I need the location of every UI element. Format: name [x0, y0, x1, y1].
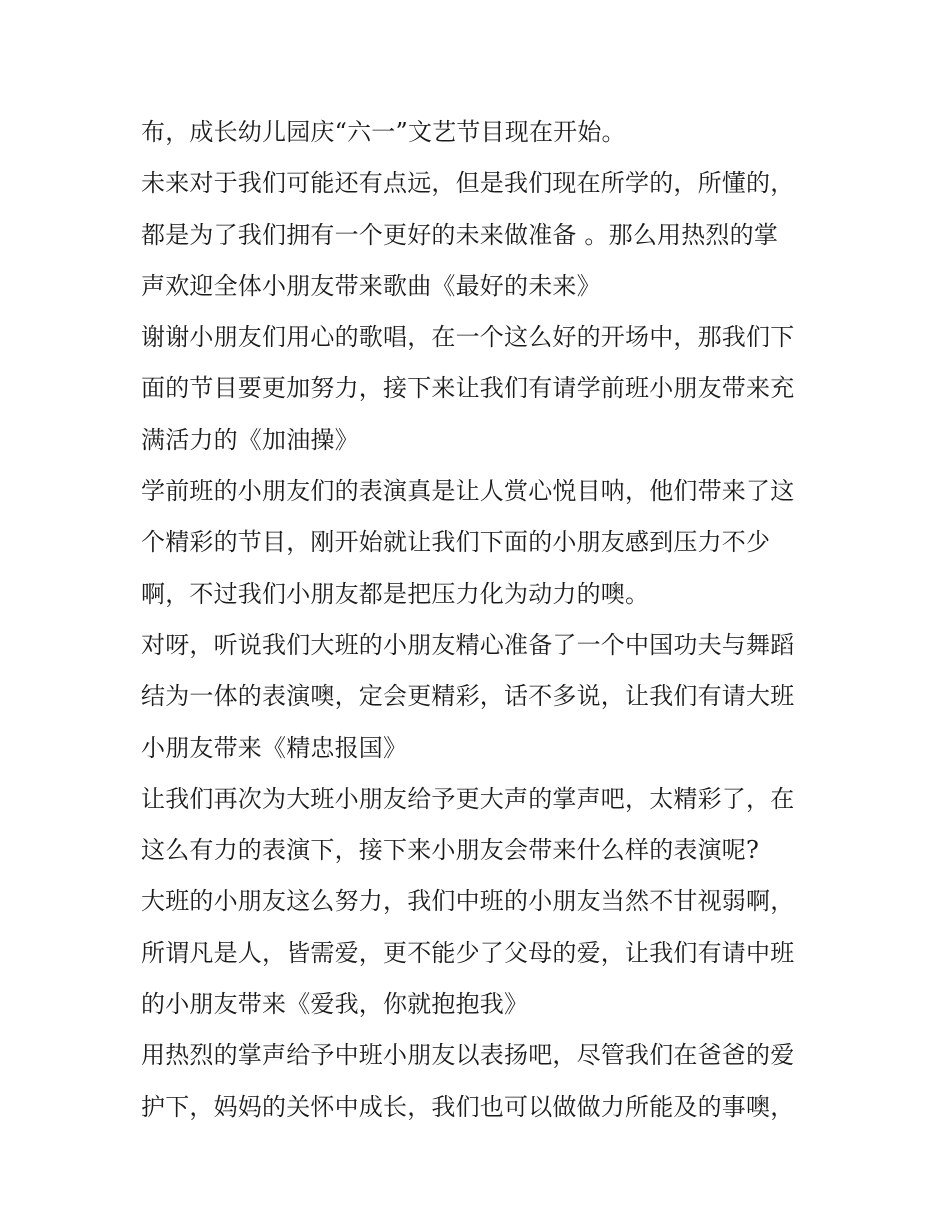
text-line: 谢谢小朋友们用心的歌唱，在一个这么好的开场中，那我们下	[141, 323, 795, 352]
text-line: 面的节目要更加努力，接下来让我们有请学前班小朋友带来充	[141, 374, 795, 403]
text-line: 声欢迎全体小朋友带来歌曲《最好的未来》	[141, 271, 601, 300]
text-line: 的小朋友带来《爱我，你就抱抱我》	[141, 990, 529, 1019]
text-line: 小朋友带来《精忠报国》	[141, 733, 408, 762]
text-line: 用热烈的掌声给予中班小朋友以表扬吧，尽管我们在爸爸的爱	[141, 1041, 795, 1070]
text-line: 个精彩的节目，刚开始就让我们下面的小朋友感到压力不少	[141, 528, 771, 557]
text-line: 满活力的《加油操》	[141, 425, 359, 454]
text-line: 未来对于我们可能还有点远，但是我们现在所学的，所懂的，	[141, 169, 795, 198]
text-line: 结为一体的表演噢，定会更精彩，话不多说，让我们有请大班	[141, 682, 795, 711]
text-line: 护下，妈妈的关怀中成长，我们也可以做做力所能及的事噢，	[141, 1092, 795, 1121]
text-line: 布，成长幼儿园庆“六一”文艺节目现在开始。	[141, 118, 626, 146]
text-line: 让我们再次为大班小朋友给予更大声的掌声吧，太精彩了，在	[141, 784, 795, 813]
text-line: 都是为了我们拥有一个更好的未来做准备 。那么用热烈的掌	[141, 220, 779, 249]
text-line: 所谓凡是人，皆需爱，更不能少了父母的爱，让我们有请中班	[141, 938, 795, 967]
text-line: 学前班的小朋友们的表演真是让人赏心悦目呐，他们带来了这	[141, 477, 795, 506]
document-body	[141, 107, 821, 1133]
text-line: 对呀，听说我们大班的小朋友精心准备了一个中国功夫与舞蹈	[141, 630, 795, 659]
text-line: 大班的小朋友这么努力，我们中班的小朋友当然不甘视弱啊，	[141, 887, 795, 916]
text-line: 啊，不过我们小朋友都是把压力化为动力的噢。	[141, 579, 650, 608]
text-line: 这么有力的表演下，接下来小朋友会带来什么样的表演呢?	[141, 836, 760, 865]
